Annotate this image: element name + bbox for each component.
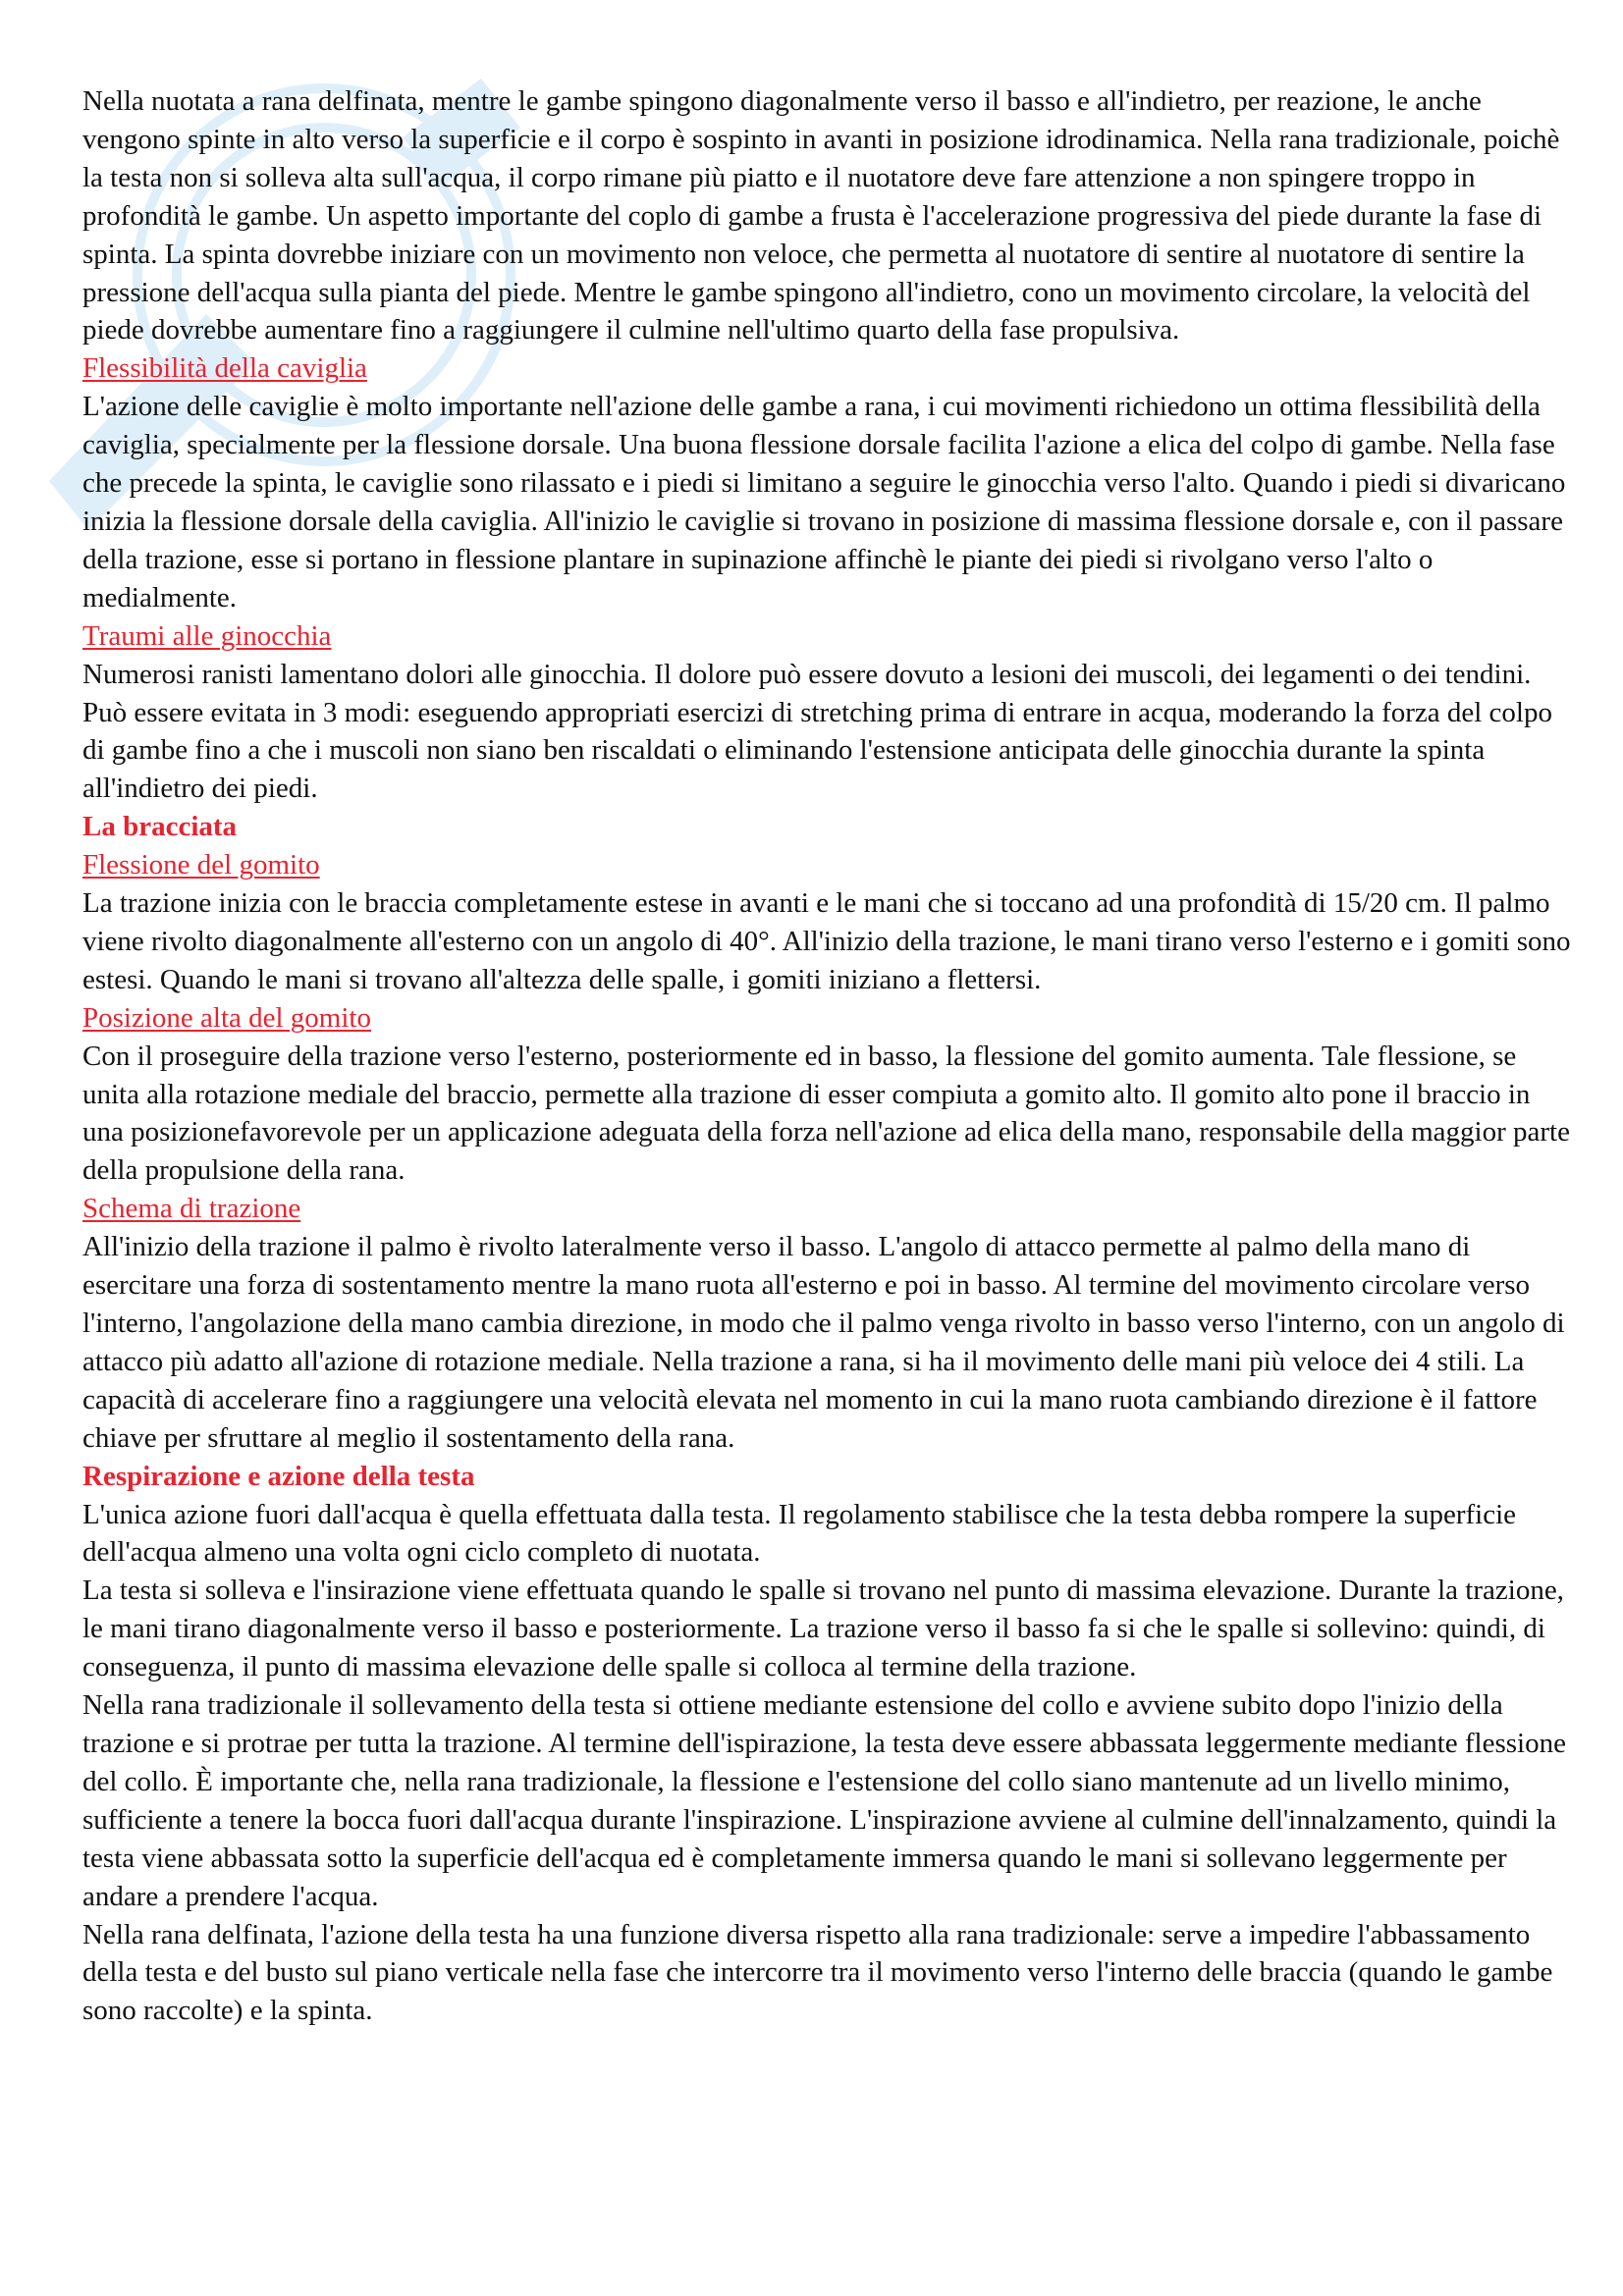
subheading-traumi-ginocchia: Traumi alle ginocchia <box>82 619 332 652</box>
paragraph-flessione-gomito: La trazione inizia con le braccia completamente estese in avanti e le mani che si toccano ad una profondità di 15/20 cm. Il palmo viene rivolto diagonalmente all'esterno con un angolo di 40°. All'inizio della trazione, le mani tirano verso l'esterno e i gomiti sono estesi. Quando le mani si trovano all'altezza delle spalle, i gomiti iniziano a flettersi. <box>82 887 1571 995</box>
subheading-flessibilita-caviglia: Flessibilità della caviglia <box>82 352 367 385</box>
paragraph-intro: Nella nuotata a rana delfinata, mentre le gambe spingono diagonalmente verso il basso e all'indietro, per reazione, le anche vengono spinte in alto verso la superficie e il corpo è sospinto in avanti in posizione idrodinamica. Nella rana tradizionale, poichè la testa non si solleva alta sull'acqua, il corpo rimane più piatto e il nuotatore deve fare attenzione a non spingere troppo in profondità le gambe. Un aspetto importante del coplo di gambe a frusta è l'accelerazione progressiva del piede durante la fase di spinta. La spinta dovrebbe iniziare con un movimento non veloce, che permetta al nuotatore di sentire al nuotatore di sentire la pressione dell'acqua sulla pianta del piede. Mentre le gambe spingono all'indietro, cono un movimento circolare, la velocità del piede dovrebbe aumentare fino a raggiungere il culmine nell'ultimo quarto della fase propulsiva. <box>82 85 1560 347</box>
paragraph-azione-testa: L'unica azione fuori dall'acqua è quella effettuata dalla testa. Il regolamento stabilisce che la testa debba rompere la superficie dell'acqua almeno una volta ogni ciclo completo di nuotata. <box>82 1498 1517 1569</box>
paragraph-inspirazione: La testa si solleva e l'insirazione viene effettuata quando le spalle si trovano nel punto di massima elevazione. Durante la trazione, le mani tirano diagonalmente verso il basso e posteriormente. La trazione verso il basso fa si che le spalle si sollevino: quindi, di conseguenza, il punto di massima elevazione delle spalle si colloca al termine della trazione. <box>82 1575 1564 1683</box>
subheading-posizione-alta-gomito: Posizione alta del gomito <box>82 1001 371 1034</box>
subheading-flessione-gomito: Flessione del gomito <box>82 849 320 881</box>
section-heading-bracciata: La bracciata <box>82 811 238 843</box>
paragraph-posizione-alta: Con il proseguire della trazione verso l'esterno, posteriormente ed in basso, la flessione del gomito aumenta. Tale flessione, se unita alla rotazione mediale del braccio, permette alla trazione di esser compiuta a gomito alto. Il gomito alto pone il braccio in una posizionefavorevole per un applicazione adeguata della forza nell'azione ad elica della mano, responsabile della maggior parte della propulsione della rana. <box>82 1040 1570 1187</box>
document-page <box>82 82 1575 2030</box>
paragraph-rana-delfinata: Nella rana delfinata, l'azione della testa ha una funzione diversa rispetto alla rana tradizionale: serve a impedire l'abbassamento della testa e del busto sul piano verticale nella fase che intercorre tra il movimento verso l'interno delle braccia (quando le gambe sono raccolte) e la spinta. <box>82 1918 1553 2027</box>
paragraph-schema-trazione: All'inizio della trazione il palmo è rivolto lateralmente verso il basso. L'angolo di attacco permette al palmo della mano di esercitare una forza di sostentamento mentre la mano ruota all'esterno e poi in basso. Al termine del movimento circolare verso l'interno, l'angolazione della mano cambia direzione, in modo che il palmo venga rivolto in basso verso l'interno, con un angolo di attacco più adatto all'azione di rotazione mediale. Nella trazione a rana, si ha il movimento delle mani più veloce dei 4 stili. La capacità di accelerare fino a raggiungere una velocità elevata nel momento in cui la mano ruota cambiando direzione è il fattore chiave per sfruttare al meglio il sostentamento della rana. <box>82 1231 1565 1454</box>
section-heading-respirazione: Respirazione e azione della testa <box>82 1460 475 1492</box>
subheading-schema-trazione: Schema di trazione <box>82 1193 301 1225</box>
paragraph-rana-tradizionale: Nella rana tradizionale il sollevamento della testa si ottiene mediante estensione del collo e avviene subito dopo l'inizio della trazione e si protrae per tutta la trazione. Al termine dell'ispirazione, la testa deve essere abbassata leggermente mediante flessione del collo. È importante che, nella rana tradizionale, la flessione e l'estensione del collo siano mantenute ad un livello minimo, sufficiente a tenere la bocca fuori dall'acqua durante l'inspirazione. L'inspirazione avviene al culmine dell'innalzamento, quindi la testa viene abbassata sotto la superficie dell'acqua ed è completamente immersa quando le mani si sollevano leggermente per andare a prendere l'acqua. <box>82 1689 1566 1912</box>
paragraph-traumi: Numerosi ranisti lamentano dolori alle ginocchia. Il dolore può essere dovuto a lesioni dei muscoli, dei legamenti o dei tendini. Può essere evitata in 3 modi: eseguendo appropriati esercizi di stretching prima di entrare in acqua, moderando la forza del colpo di gambe fino a che i muscoli non siano ben riscaldati o eliminando l'estensione anticipata delle ginocchia durante la spinta all'indietro dei piedi. <box>82 658 1552 805</box>
paragraph-caviglia: L'azione delle caviglie è molto importante nell'azione delle gambe a rana, i cui movimenti richiedono un ottima flessibilità della caviglia, specialmente per la flessione dorsale. Una buona flessione dorsale facilita l'azione a elica del colpo di gambe. Nella fase che precede la spinta, le caviglie sono rilassato e i piedi si limitano a seguire le ginocchia verso l'alto. Quando i piedi si divaricano inizia la flessione dorsale della caviglia. All'inizio le caviglie si trovano in posizione di massima flessione dorsale e, con il passare della trazione, esse si portano in flessione plantare in supinazione affinchè le piante dei piedi si rivolgano verso l'alto o medialmente. <box>82 391 1566 614</box>
